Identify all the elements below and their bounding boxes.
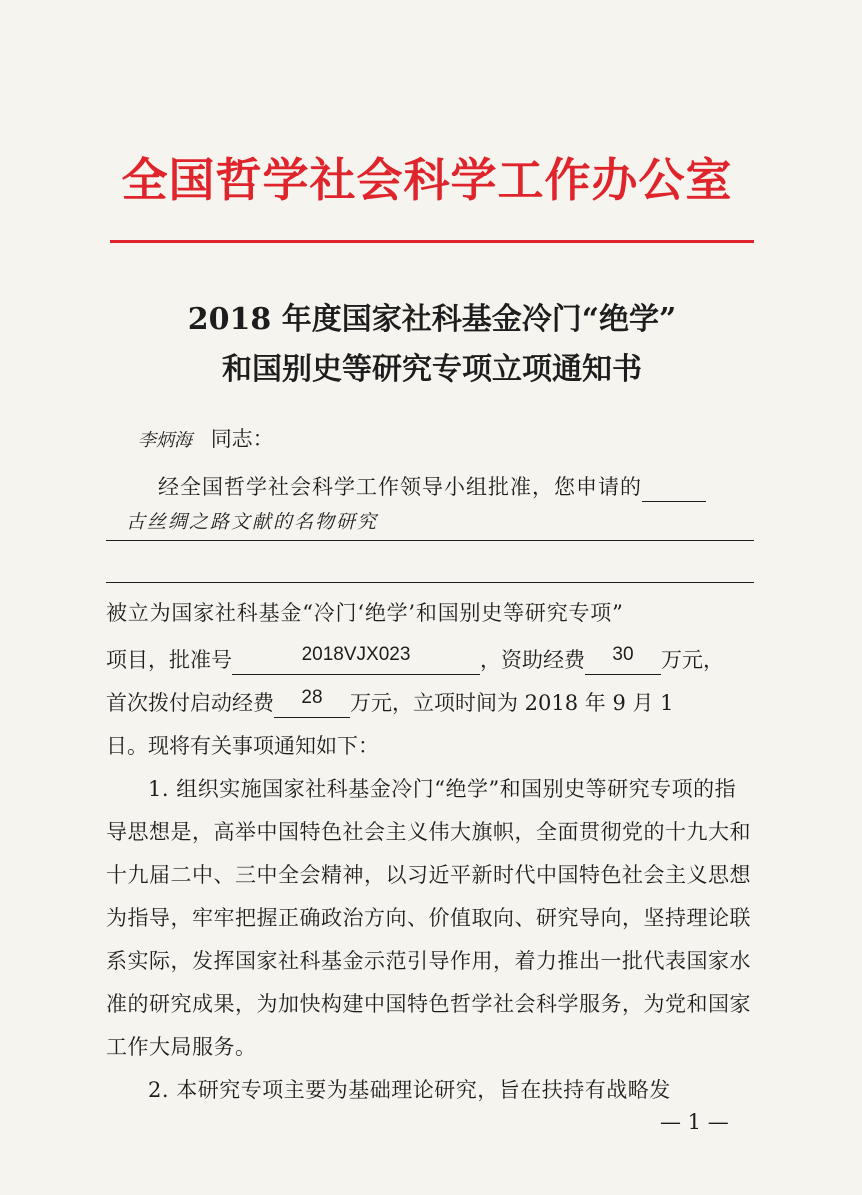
date-tail-line: 日。现将有关事项通知如下： (106, 734, 379, 758)
paragraph-1: 1. 组织实施国家社科基金冷门“绝学”和国别史等研究专项的指导思想是，高举中国特色社会主义伟大旗帜，全面贯彻党的十九大和十九届二中、三中全会精神，以习近平新时代中国特色社会主义思想为指导，牢牢把握正确政治方向、价值取向、研究导向，坚持理论联系实际，发挥国家社科基金示范引导作用，着力推出一批代表国家水准的研究成果，为加快构建中国特色哲学社会科学服务，为党和国家工作大局服务。 (106, 777, 751, 1059)
fund-line (106, 598, 756, 628)
salutation-suffix: 同志： (210, 427, 274, 451)
funding-label: ，资助经费 (480, 648, 585, 672)
first-payment-unit-date: 万元，立项时间为 2018 年 9 月 1 (350, 691, 674, 715)
first-payment-line (106, 688, 756, 718)
blank-rule-1 (106, 540, 754, 541)
blank-rule-2 (106, 582, 754, 583)
recipient-name: 李炳海 (138, 430, 192, 451)
approval-number: 2018VJX023 (301, 644, 411, 665)
intro-blank (642, 477, 706, 502)
intro-line (106, 472, 756, 502)
issuing-office-header: 全国哲学社会科学工作办公室 (121, 153, 733, 207)
item-label: 项目，批准号 (106, 648, 232, 672)
funding-amount-field (585, 644, 661, 675)
page-number: — 1 — (660, 1110, 729, 1134)
funding-unit: 万元， (661, 648, 724, 672)
header-red-rule (110, 240, 754, 243)
first-payment-amount: 28 (301, 687, 323, 708)
fund-prefix: 被立为国家社科基金 (106, 601, 303, 625)
approval-line (106, 645, 756, 675)
fund-name: “冷门‘绝学’和国别史等研究专项” (302, 601, 624, 625)
document-title-line-1: 2018 年度国家社科基金冷门“绝学” (187, 302, 677, 337)
document-title-line-2: 和国别史等研究专项立项通知书 (222, 352, 642, 387)
project-title: 古丝绸之路文献的名物研究 (126, 511, 379, 533)
first-payment-label: 首次拨付启动经费 (106, 691, 274, 715)
funding-amount: 30 (612, 644, 634, 665)
approval-number-field (232, 644, 480, 675)
paragraph-2: 2. 本研究专项主要为基础理论研究，旨在扶持有战略发 (148, 1078, 671, 1102)
project-title-line (106, 506, 756, 537)
salutation (106, 424, 756, 456)
first-payment-field (274, 687, 350, 718)
intro-text: 经全国哲学社会科学工作领导小组批准，您申请的 (158, 475, 642, 499)
